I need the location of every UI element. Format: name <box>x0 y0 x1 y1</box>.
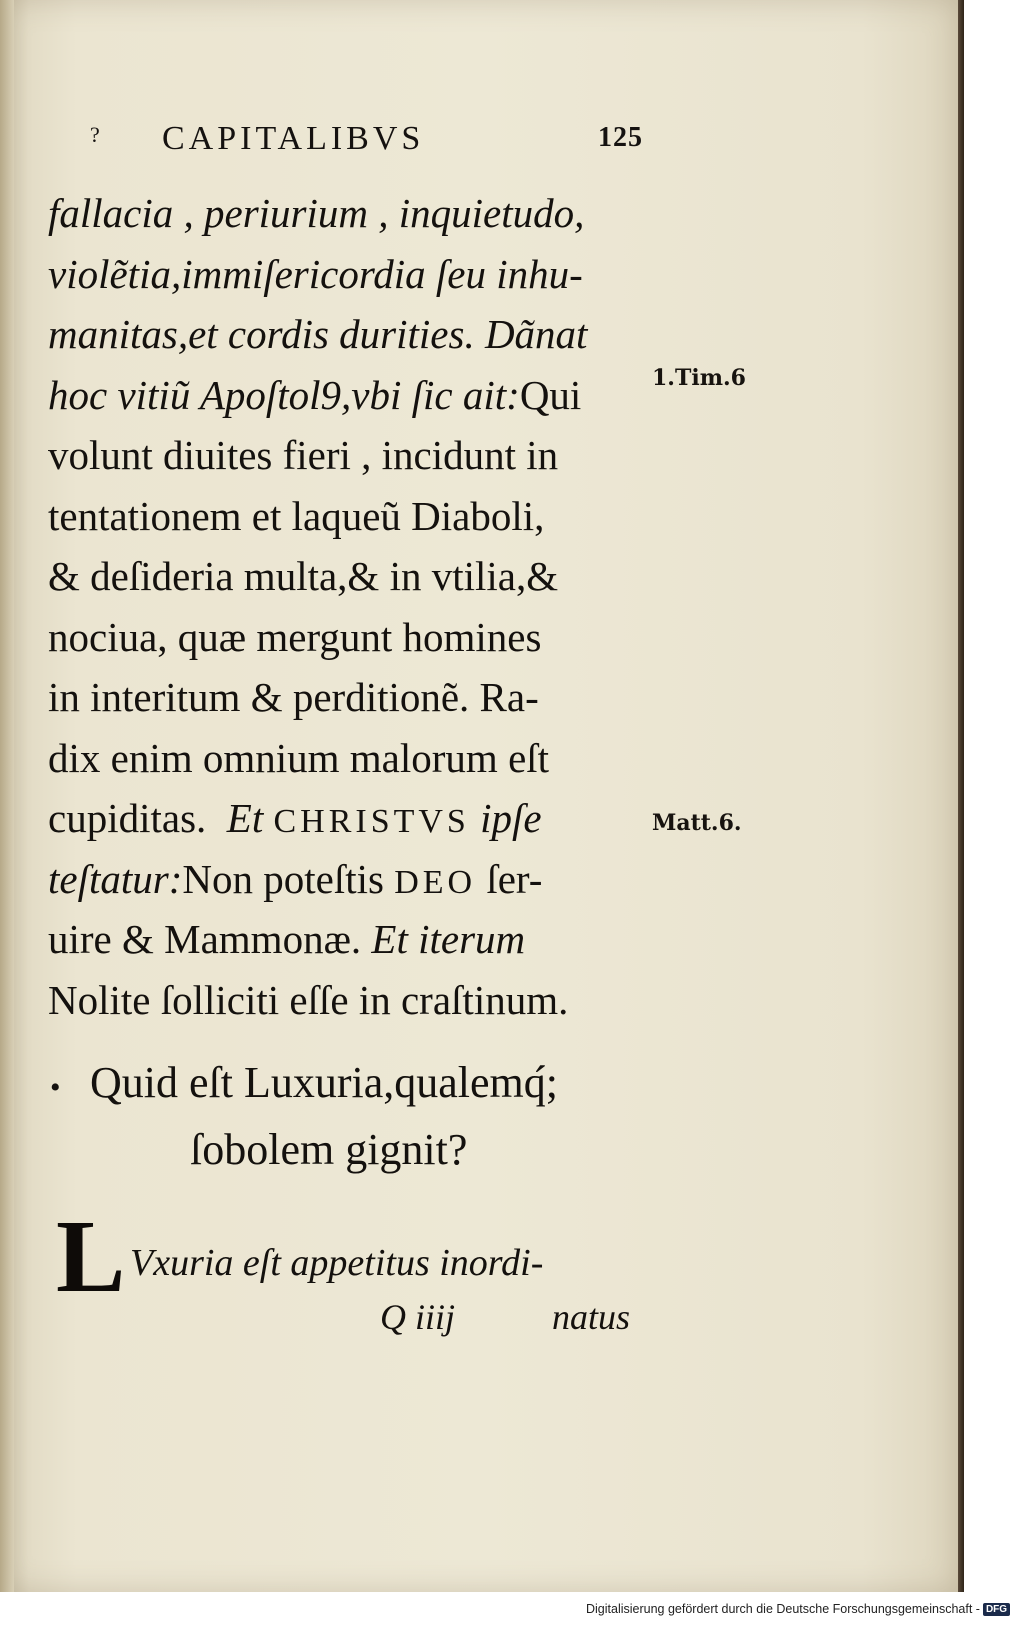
text-line: dix enim omnium malorum eſt <box>48 734 550 781</box>
running-head <box>90 120 650 170</box>
drop-capital: L <box>56 1199 126 1314</box>
running-head-mark: ? <box>90 122 104 147</box>
text-span: hoc vitiũ Apoſtol9,vbi ſic ait: <box>48 371 520 418</box>
text-line: manitas,et cordis durities. Dãnat <box>48 311 588 357</box>
dfg-logo: DFG <box>983 1603 1010 1616</box>
page-gutter <box>0 0 14 1592</box>
text-line: violẽtia,immiſericordia ſeu inhu- <box>48 250 583 297</box>
text-span: cupiditas. <box>48 795 207 841</box>
page-edge <box>958 0 964 1592</box>
name-deo: DEO <box>394 863 477 901</box>
text-span: Et <box>226 795 264 841</box>
question-line: ſobolem gignit? <box>190 1125 468 1174</box>
text-line: volunt diuites fieri , incidunt in <box>48 432 559 478</box>
bullet-mark: • <box>50 1071 61 1104</box>
margin-note-matthew: Matt.6. <box>652 810 742 836</box>
answer-paragraph <box>56 1199 676 1314</box>
text-span: teſtatur: <box>48 855 183 902</box>
question-heading <box>50 1052 670 1181</box>
text-line <box>48 788 668 849</box>
show-through-text <box>60 990 70 1037</box>
text-line: & deſideria multa,& in vtilia,& <box>48 553 559 599</box>
name-christus: CHRISTVS <box>273 803 470 840</box>
text-line: Nolite ſolliciti eſſe in craſtinum. <box>48 976 569 1023</box>
digitization-credit <box>586 1602 1008 1622</box>
text-span: Qui <box>519 371 582 418</box>
page-footer <box>380 1296 680 1346</box>
running-head-title: CAPITALIBVS <box>162 120 425 157</box>
text-span: ſer- <box>486 855 543 902</box>
text-line: fallacia , periurium , inquietudo, <box>48 190 585 236</box>
body-text <box>48 183 668 1030</box>
text-span: Et iterum <box>371 916 526 962</box>
page-number: 125 <box>598 122 643 153</box>
text-span: ipſe <box>480 795 542 841</box>
question-line <box>50 1052 670 1119</box>
margin-note-timothy: 1.Tim.6 <box>652 365 746 391</box>
text-span: uire & Mammonæ. <box>48 916 362 962</box>
text-line <box>48 909 668 970</box>
answer-text: Vxuria eſt appetitus inordi- <box>130 1242 544 1284</box>
text-line: in interitum & perditionẽ. Ra- <box>48 674 539 720</box>
text-span: Non poteſtis <box>182 855 384 902</box>
question-text: Quid eſt Luxuria,qualemq́; <box>90 1058 558 1107</box>
text-line <box>48 849 668 910</box>
catchword: natus <box>552 1297 631 1337</box>
text-line: tentationem et laqueũ Diaboli, <box>48 492 545 539</box>
text-line <box>48 365 668 426</box>
signature-mark: Q iiij <box>380 1297 456 1337</box>
credit-text: Digitalisierung gefördert durch die Deutsche Forschungsgemeinschaft - <box>586 1602 980 1616</box>
text-line: nociua, quæ mergunt homines <box>48 613 542 660</box>
